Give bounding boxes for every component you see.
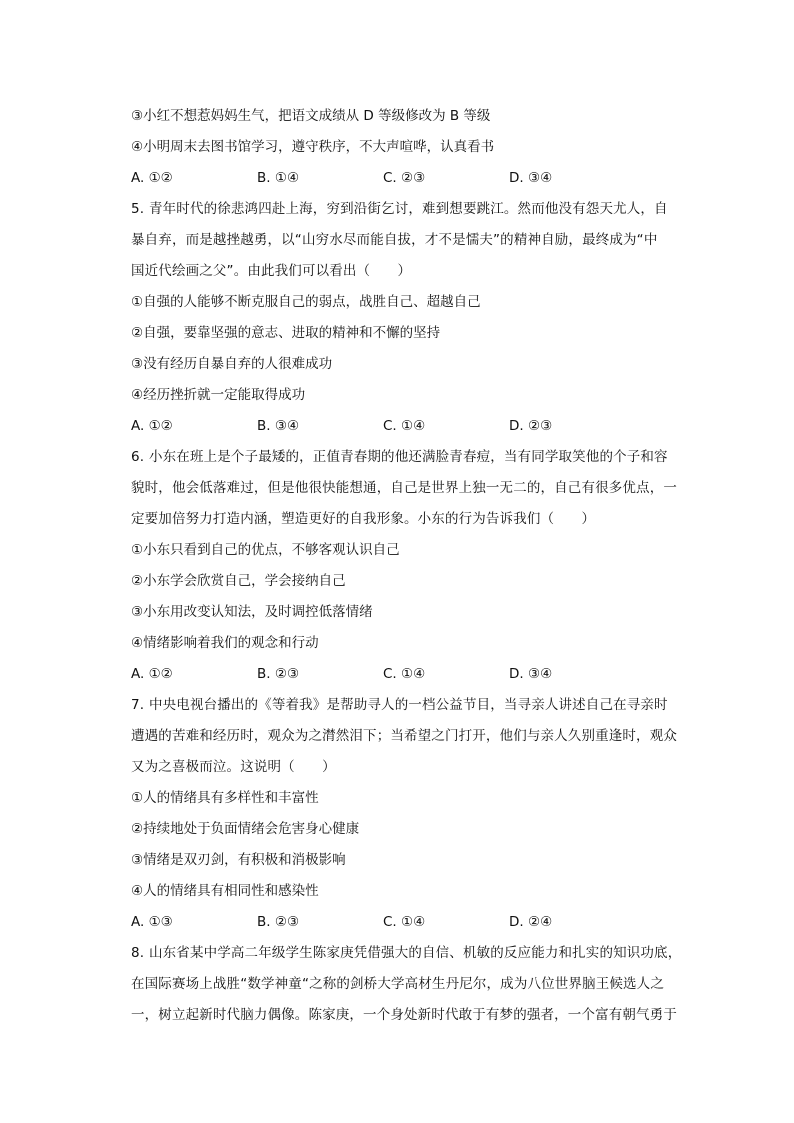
q7-item-1: ①人的情绪具有多样性和丰富性 [131, 790, 319, 806]
q4-option-b: B. ①④ [257, 170, 300, 186]
q7-stem-line-2: 遭遇的苦难和经历时，观众为之潸然泪下；当希望之门打开，他们与亲人久别重逢时，观众 [131, 728, 677, 744]
q6-option-d: D. ③④ [509, 666, 553, 682]
q6-item-3: ③小东用改变认知法，及时调控低落情绪 [131, 604, 373, 620]
q5-option-d: D. ②③ [509, 418, 553, 434]
question-7 [131, 690, 691, 938]
q6-option-b: B. ②③ [257, 666, 300, 682]
q7-stem-line-3: 又为之喜极而泣。这说明（ ） [131, 759, 336, 775]
q5-stem-line-1 [131, 194, 691, 225]
q6-option-c: C. ①④ [383, 666, 426, 682]
q6-stem-text-1: 小东在班上是个子最矮的，正值青春期的他还满脸青春痘，当有同学取笑他的个子和容 [149, 449, 668, 465]
q6-item-1: ①小东只看到自己的优点，不够客观认识自己 [131, 542, 400, 558]
q6-stem-line-2: 貌时，他会低落难过，但是他很快能想通，自己是世界上独一无二的，自己有很多优点，一 [131, 480, 677, 496]
q6-stem-line-3: 定要加倍努力打造内涵，塑造更好的自我形象。小东的行为告诉我们（ ） [131, 511, 596, 527]
q7-stem-text-1: 中央电视台播出的《等着我》是帮助寻人的一档公益节目，当寻亲人讲述自己在寻亲时 [149, 697, 668, 713]
q6-stem-line-1 [131, 442, 691, 473]
q8-stem-text-1: 山东省某中学高二年级学生陈家庚凭借强大的自信、机敏的反应能力和扎实的知识功底， [149, 945, 682, 961]
q5-item-3: ③没有经历自暴自弃的人很难成功 [131, 356, 333, 372]
q7-item-4: ④人的情绪具有相同性和感染性 [131, 883, 319, 899]
q7-option-b: B. ②③ [257, 914, 300, 930]
q5-option-c: C. ①④ [383, 418, 426, 434]
q6-item-2: ②小东学会欣赏自己，学会接纳自己 [131, 573, 346, 589]
q7-option-c: C. ①④ [383, 914, 426, 930]
q7-item-3: ③情绪是双刃剑，有积极和消极影响 [131, 852, 346, 868]
q7-option-a: A. ①③ [131, 914, 173, 930]
q4-option-c: C. ②③ [383, 170, 426, 186]
q5-option-a: A. ①② [131, 418, 173, 434]
q4-option-d: D. ③④ [509, 170, 553, 186]
q7-item-2: ②持续地处于负面情绪会危害身心健康 [131, 821, 360, 837]
q6-number: 6. [131, 449, 145, 465]
q5-item-2: ②自强，要靠坚强的意志、进取的精神和不懈的坚持 [131, 325, 441, 341]
q5-item-4: ④经历挫折就一定能取得成功 [131, 387, 306, 403]
question-4-tail [131, 101, 691, 194]
question-6 [131, 442, 691, 690]
q6-options [131, 659, 691, 690]
q5-options [131, 411, 691, 442]
q7-option-d: D. ②④ [509, 914, 553, 930]
q5-stem-line-2: 暴自弃，而是越挫越勇，以“山穷水尽而能自拔，才不是懦夫”的精神自励，最终成为“中 [131, 232, 658, 248]
q6-item-4: ④情绪影响着我们的观念和行动 [131, 635, 319, 651]
q8-stem-line-1 [131, 938, 691, 969]
q4-item-3: ③小红不想惹妈妈生气，把语文成绩从 D 等级修改为 B 等级 [131, 108, 491, 124]
q7-number: 7. [131, 697, 145, 713]
q4-option-a: A. ①② [131, 170, 173, 186]
question-8 [131, 938, 691, 1031]
q8-number: 8. [131, 945, 145, 961]
q7-options [131, 907, 691, 938]
q4-item-4: ④小明周末去图书馆学习，遵守秩序，不大声喧哗，认真看书 [131, 139, 495, 155]
q5-option-b: B. ③④ [257, 418, 300, 434]
q5-item-1: ①自强的人能够不断克服自己的弱点，战胜自己、超越自己 [131, 294, 481, 310]
q5-number: 5. [131, 201, 145, 217]
q8-stem-line-2: 在国际赛场上战胜“数学神童“之称的剑桥大学高材生丹尼尔，成为八位世界脑王候选人之 [131, 976, 664, 992]
q8-stem-line-3: 一，树立起新时代脑力偶像。陈家庚，一个身处新时代敢于有梦的强者，一个富有朝气勇于 [131, 1007, 677, 1023]
question-5 [131, 194, 691, 442]
q5-stem-text-1: 青年时代的徐悲鸿四赴上海，穷到沿街乞讨，难到想要跳江。然而他没有怨天尤人，自 [149, 201, 668, 217]
q4-options [131, 163, 691, 194]
q7-stem-line-1 [131, 690, 691, 721]
page-content [131, 101, 691, 1031]
q6-option-a: A. ①② [131, 666, 173, 682]
q5-stem-line-3: 国近代绘画之父”。由此我们可以看出（ ） [131, 263, 412, 279]
